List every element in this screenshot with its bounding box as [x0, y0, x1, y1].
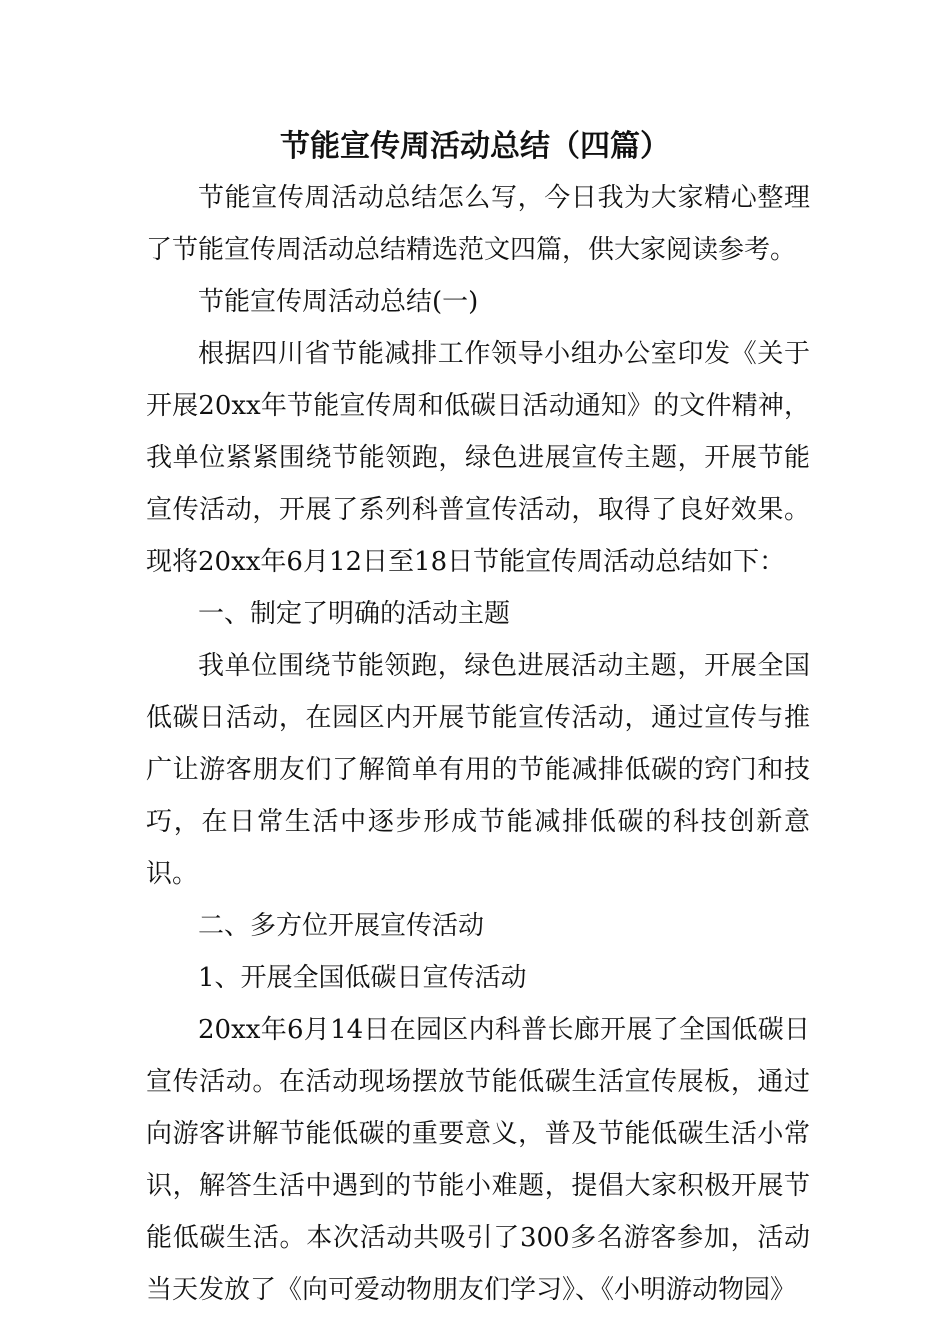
- theme-paragraph: 我单位围绕节能领跑，绿色进展活动主题，开展全国低碳日活动，在园区内开展节能宣传活动，通过宣传与推广让游客朋友们了解简单有用的节能减排低碳的窍门和技巧，在日常生活中逐步形成节能减排低碳的科技创新意识。: [146, 651, 810, 889]
- subsection-heading-low-carbon-day: 1、开展全国低碳日宣传活动: [198, 963, 527, 993]
- background-paragraph: 根据四川省节能减排工作领导小组办公室印发《关于开展20xx年节能宣传周和低碳日活动通知》的文件精神，我单位紧紧围绕节能领跑，绿色进展宣传主题，开展节能宣传活动，开展了系列科普宣传活动，取得了良好效果。现将20xx年6月12日至18日节能宣传周活动总结如下：: [146, 339, 810, 577]
- section-heading-part-one: 节能宣传周活动总结(一): [198, 287, 479, 317]
- intro-paragraph: 节能宣传周活动总结怎么写，今日我为大家精心整理了节能宣传周活动总结精选范文四篇，供大家阅读参考。: [146, 183, 810, 265]
- low-carbon-day-paragraph: 20xx年6月14日在园区内科普长廊开展了全国低碳日宣传活动。在活动现场摆放节能低碳生活宣传展板，通过向游客讲解节能低碳的重要意义，普及节能低碳生活小常识，解答生活中遇到的节能小难题，提倡大家积极开展节能低碳生活。本次活动共吸引了300多名游客参加，活动当天发放了《向可爱动物朋友们学习》、《小明游动物园》: [146, 1015, 810, 1305]
- document-title: 节能宣传周活动总结（四篇）: [280, 129, 670, 164]
- document-body: [146, 172, 810, 1316]
- section-heading-theme: 一、制定了明确的活动主题: [198, 599, 511, 629]
- section-heading-activities: 二、多方位开展宣传活动: [198, 911, 485, 941]
